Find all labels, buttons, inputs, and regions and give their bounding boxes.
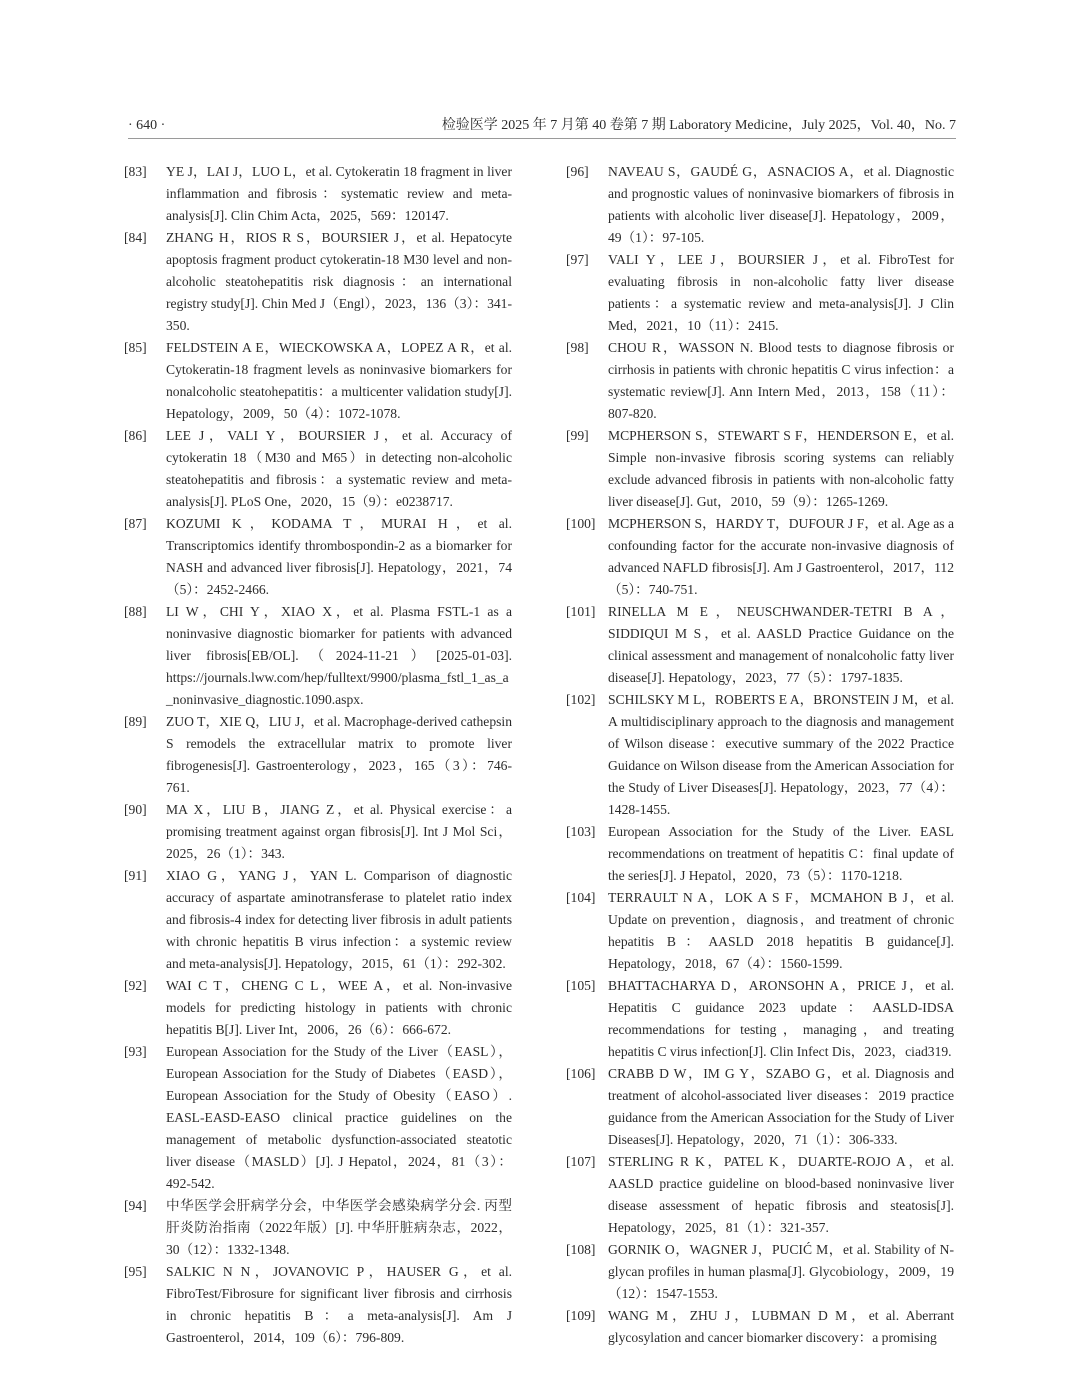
reference-number: [98] — [566, 340, 589, 355]
reference-text: European Association for the Study of the Liver. EASL recommendations on treatment of hepatitis C：final update of the series[J]. J Hepatol，2020，73（5）：1170-1218. — [608, 824, 954, 883]
reference-text: TERRAULT N A，LOK A S F，MCMAHON B J，et al. Update on prevention，diagnosis，and treatment of chronic hepatitis B：AASLD 2018 hepatitis B guidance[J]. Hepatology，2018，67（4）：1560-1599. — [608, 890, 954, 971]
reference-number: [94] — [124, 1198, 147, 1213]
reference-text: STERLING R K，PATEL K，DUARTE-ROJO A，et al. AASLD practice guideline on blood-based noninvasive liver disease assessment of hepatic fibrosis and steatosis[J]. Hepatology，2025，81（1）：321-357. — [608, 1154, 954, 1235]
reference-number: [85] — [124, 340, 147, 355]
journal-citation: 检验医学 2025 年 7 月第 40 卷第 7 期 Laboratory Medicine，July 2025，Vol. 40，No. 7 — [441, 118, 956, 133]
reference-number: [103] — [566, 824, 596, 839]
reference-entry — [124, 425, 512, 513]
reference-text: FELDSTEIN A E，WIECKOWSKA A，LOPEZ A R，et al. Cytokeratin-18 fragment levels as noninvasive biomarkers for nonalcoholic steatohepatitis：a multicenter validation study[J]. Hepatology，2009，50（4）：1072-1078. — [166, 340, 512, 421]
reference-number: [95] — [124, 1264, 147, 1279]
reference-number: [108] — [566, 1242, 596, 1257]
reference-text: NAVEAU S，GAUDÉ G，ASNACIOS A，et al. Diagnostic and prognostic values of noninvasive biomarkers of fibrosis in patients with alcoholic liver disease[J]. Hepatology，2009，49（1）：97-105. — [608, 164, 954, 245]
reference-text: SCHILSKY M L，ROBERTS E A，BRONSTEIN J M，et al. A multidisciplinary approach to the diagnosis and management of Wilson disease：executive summary of the 2022 Practice Guidance on Wilson disease from the American Association for the Study of Liver Diseases[J]. Hepatology，2023，77（4）：1428-1455. — [608, 692, 954, 817]
reference-entry — [124, 227, 512, 337]
reference-text: SALKIC N N，JOVANOVIC P，HAUSER G，et al. FibroTest/Fibrosure for significant liver fibrosis and cirrhosis in chronic hepatitis B：a meta-analysis[J]. Am J Gastroenterol，2014，109（6）：796-809. — [166, 1264, 512, 1345]
reference-number: [86] — [124, 428, 147, 443]
reference-entry — [124, 601, 512, 711]
reference-entry — [124, 337, 512, 425]
reference-entry — [566, 425, 954, 513]
reference-number: [101] — [566, 604, 596, 619]
reference-entry — [566, 887, 954, 975]
reference-text: ZUO T，XIE Q，LIU J，et al. Macrophage-derived cathepsin S remodels the extracellular matrix to promote liver fibrogenesis[J]. Gastroenterology，2023，165（3）：746-761. — [166, 714, 512, 795]
reference-text: 中华医学会肝病学分会，中华医学会感染病学分会. 丙型肝炎防治指南（2022年版）[J]. 中华肝脏病杂志，2022，30（12）：1332-1348. — [166, 1198, 512, 1257]
reference-text: European Association for the Study of the Liver（EASL），European Association for the Study of Diabetes（EASD），European Association for the Study of Obesity（EASO）. EASL-EASD-EASO clinical practice guidelines on the management of metabolic dysfunction-associated steatotic liver disease（MASLD）[J]. J Hepatol，2024，81（3）：492-542. — [166, 1044, 512, 1191]
reference-entry — [566, 1239, 954, 1305]
reference-number: [92] — [124, 978, 147, 993]
reference-number: [97] — [566, 252, 589, 267]
reference-number: [93] — [124, 1044, 147, 1059]
reference-entry — [124, 161, 512, 227]
reference-number: [105] — [566, 978, 596, 993]
reference-text: MCPHERSON S，HARDY T，DUFOUR J F，et al. Age as a confounding factor for the accurate non-invasive diagnosis of advanced NAFLD fibrosis[J]. Am J Gastroenterol，2017，112（5）：740-751. — [608, 516, 954, 597]
reference-number: [84] — [124, 230, 147, 245]
reference-entry — [566, 249, 954, 337]
page-number: · 640 · — [128, 118, 166, 133]
reference-entry — [124, 975, 512, 1041]
reference-text: XIAO G，YANG J，YAN L. Comparison of diagnostic accuracy of aspartate aminotransferase to platelet ratio index and fibrosis-4 index for detecting liver fibrosis in adult patients with chronic hepatitis B virus infection：a systemic review and meta-analysis[J]. Hepatology，2015，61（1）：292-302. — [166, 868, 512, 971]
reference-number: [89] — [124, 714, 147, 729]
reference-entry — [124, 799, 512, 865]
reference-column-left — [124, 161, 512, 1349]
reference-text: RINELLA M E，NEUSCHWANDER-TETRI B A，SIDDIQUI M S，et al. AASLD Practice Guidance on the clinical assessment and management of nonalcoholic fatty liver disease[J]. Hepatology，2023，77（5）：1797-1835. — [608, 604, 954, 685]
reference-entry — [566, 513, 954, 601]
reference-entry — [566, 821, 954, 887]
reference-entry — [124, 1041, 512, 1195]
reference-number: [83] — [124, 164, 147, 179]
reference-entry — [124, 1195, 512, 1261]
reference-text: GORNIK O，WAGNER J，PUCIĆ M，et al. Stability of N-glycan profiles in human plasma[J]. Glycobiology，2009，19（12）：1547-1553. — [608, 1242, 954, 1301]
reference-text: BHATTACHARYA D，ARONSOHN A，PRICE J，et al. Hepatitis C guidance 2023 update：AASLD-IDSA recommendations for testing，managing，and treating hepatitis C virus infection[J]. Clin Infect Dis，2023，ciad319. — [608, 978, 954, 1059]
reference-number: [90] — [124, 802, 147, 817]
reference-text: MCPHERSON S，STEWART S F，HENDERSON E，et al. Simple non-invasive fibrosis scoring systems can reliably exclude advanced fibrosis in patients with non-alcoholic fatty liver disease[J]. Gut，2010，59（9）：1265-1269. — [608, 428, 954, 509]
reference-number: [102] — [566, 692, 596, 707]
reference-entry — [566, 1063, 954, 1151]
reference-entry — [566, 337, 954, 425]
reference-number: [96] — [566, 164, 589, 179]
reference-text: MA X，LIU B，JIANG Z，et al. Physical exercise：a promising treatment against organ fibrosis[J]. Int J Mol Sci，2025，26（1）：343. — [166, 802, 512, 861]
reference-column-right — [566, 161, 954, 1349]
reference-text: LI W，CHI Y，XIAO X，et al. Plasma FSTL-1 as a noninvasive diagnostic biomarker for patients with advanced liver fibrosis[EB/OL].（2024-11-21）[2025-01-03]. https://journals.lww.com/hep/fulltext/9900/plasma_fstl_1_as_a_noninvasive_diagnostic.1090.aspx. — [166, 604, 512, 707]
reference-number: [99] — [566, 428, 589, 443]
running-header — [128, 114, 956, 139]
reference-number: [106] — [566, 1066, 596, 1081]
reference-entry — [566, 601, 954, 689]
reference-entry — [124, 513, 512, 601]
reference-entry — [566, 975, 954, 1063]
reference-entry — [124, 711, 512, 799]
reference-text: WANG M，ZHU J，LUBMAN D M，et al. Aberrant glycosylation and cancer biomarker discovery：a promising — [608, 1308, 954, 1345]
reference-entry — [566, 1305, 954, 1349]
reference-text: WAI C T，CHENG C L，WEE A，et al. Non-invasive models for predicting histology in patients with chronic hepatitis B[J]. Liver Int，2006，26（6）：666-672. — [166, 978, 512, 1037]
reference-text: ZHANG H，RIOS R S，BOURSIER J，et al. Hepatocyte apoptosis fragment product cytokeratin-18 M30 level and non-alcoholic steatohepatitis risk diagnosis：an international registry study[J]. Chin Med J（Engl），2023，136（3）：341-350. — [166, 230, 512, 333]
reference-entry — [124, 865, 512, 975]
reference-entry — [566, 689, 954, 821]
reference-text: CHOU R，WASSON N. Blood tests to diagnose fibrosis or cirrhosis in patients with chronic hepatitis C virus infection：a systematic review[J]. Ann Intern Med，2013，158（11）：807-820. — [608, 340, 954, 421]
reference-number: [88] — [124, 604, 147, 619]
reference-entry — [124, 1261, 512, 1349]
reference-text: VALI Y，LEE J，BOURSIER J，et al. FibroTest for evaluating fibrosis in non-alcoholic fatty liver disease patients：a systematic review and meta-analysis[J]. J Clin Med，2021，10（11）：2415. — [608, 252, 954, 333]
reference-number: [91] — [124, 868, 147, 883]
reference-entry — [566, 161, 954, 249]
reference-text: CRABB D W，IM G Y，SZABO G，et al. Diagnosis and treatment of alcohol-associated liver diseases：2019 practice guidance from the American Association for the Study of Liver Diseases[J]. Hepatology，2020，71（1）：306-333. — [608, 1066, 954, 1147]
reference-entry — [566, 1151, 954, 1239]
reference-number: [109] — [566, 1308, 596, 1323]
reference-text: YE J，LAI J，LUO L，et al. Cytokeratin 18 fragment in liver inflammation and fibrosis：systematic review and meta-analysis[J]. Clin Chim Acta，2025，569：120147. — [166, 164, 512, 223]
reference-number: [107] — [566, 1154, 596, 1169]
reference-number: [100] — [566, 516, 596, 531]
reference-number: [104] — [566, 890, 596, 905]
reference-text: LEE J，VALI Y，BOURSIER J，et al. Accuracy of cytokeratin 18（M30 and M65）in detecting non-alcoholic steatohepatitis and fibrosis：a systematic review and meta-analysis[J]. PLoS One，2020，15（9）：e0238717. — [166, 428, 512, 509]
reference-text: KOZUMI K，KODAMA T，MURAI H，et al. Transcriptomics identify thrombospondin-2 as a biomarker for NASH and advanced liver fibrosis[J]. Hepatology，2021，74（5）：2452-2466. — [166, 516, 512, 597]
reference-number: [87] — [124, 516, 147, 531]
